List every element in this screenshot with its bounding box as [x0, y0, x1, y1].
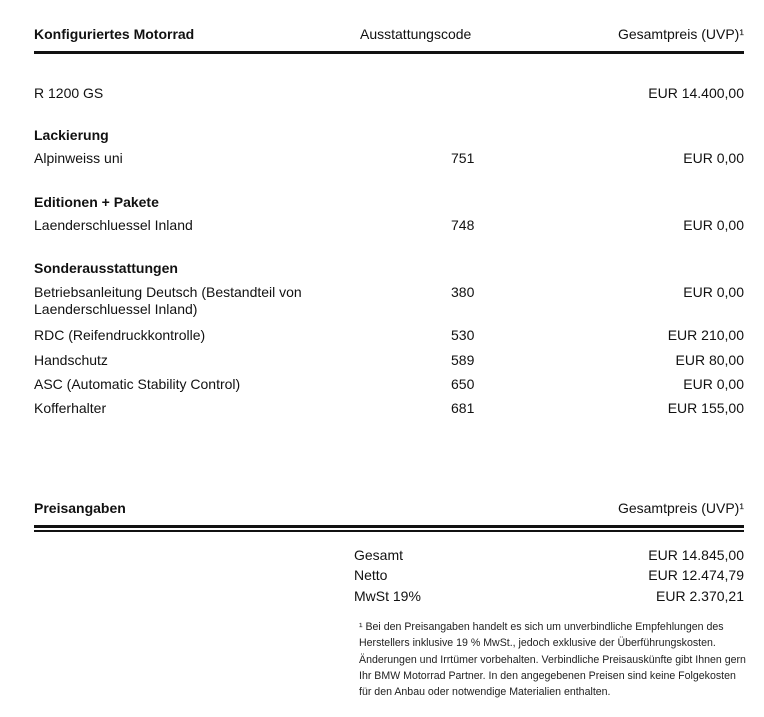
price-footnote: ¹ Bei den Preisangaben handelt es sich um unverbindliche Empfehlungen des Herstellers inklusive 19 % MwSt., jedoch exklusive der Überführungskosten. Änderungen und Irrtümer vorbehalten. Verbindliche Preisauskünfte gibt Ihnen gern Ihr BMW Motorrad Partner. In den angegebenen Preisen sind keine Folgekosten für den Anbau oder notwendige Materialien enthalten. — [359, 621, 746, 699]
header-equipment-code: Ausstattungscode — [360, 26, 472, 42]
item-name: Handschutz — [34, 352, 108, 368]
item-code: 589 — [451, 352, 475, 368]
summary-label-total: Gesamt — [354, 547, 404, 563]
item-price: EUR 0,00 — [683, 284, 744, 300]
summary-label-net: Netto — [354, 567, 388, 583]
item-name-line2: Laenderschluessel Inland) — [34, 301, 198, 317]
item-name: ASC (Automatic Stability Control) — [34, 376, 241, 392]
item-code: 380 — [451, 284, 475, 300]
item-price: EUR 0,00 — [683, 217, 744, 233]
section-title-paint: Lackierung — [34, 127, 109, 143]
section-title-editions: Editionen + Pakete — [34, 194, 159, 210]
model-price: EUR 14.400,00 — [648, 85, 744, 101]
price-divider-top — [34, 525, 744, 528]
item-code: 751 — [451, 150, 475, 166]
item-code: 681 — [451, 400, 475, 416]
item-name — [34, 284, 302, 318]
item-name: Laenderschluessel Inland — [34, 217, 193, 233]
model-name: R 1200 GS — [34, 85, 104, 101]
item-price: EUR 210,00 — [667, 327, 744, 343]
item-price: EUR 80,00 — [675, 352, 744, 368]
item-code: 530 — [451, 327, 475, 343]
header-price-details: Preisangaben — [34, 500, 126, 516]
item-price: EUR 0,00 — [683, 150, 744, 166]
item-name: Kofferhalter — [34, 400, 107, 416]
section-title-special-equipment: Sonderausstattungen — [34, 260, 178, 276]
summary-label-vat: MwSt 19% — [354, 588, 421, 604]
summary-value-total: EUR 14.845,00 — [648, 547, 744, 563]
item-name: RDC (Reifendruckkontrolle) — [34, 327, 206, 343]
item-code: 748 — [451, 217, 475, 233]
item-name-line1: Betriebsanleitung Deutsch (Bestandteil von — [34, 284, 302, 300]
summary-value-net: EUR 12.474,79 — [648, 567, 744, 583]
item-price: EUR 0,00 — [683, 376, 744, 392]
header-divider — [34, 51, 744, 54]
summary-value-vat: EUR 2.370,21 — [656, 588, 744, 604]
item-code: 650 — [451, 376, 475, 392]
header-configured-motorcycle: Konfiguriertes Motorrad — [34, 26, 195, 42]
header-total-price-2: Gesamtpreis (UVP)¹ — [617, 500, 744, 516]
price-divider-bottom — [34, 530, 744, 532]
item-name: Alpinweiss uni — [34, 150, 123, 166]
item-price: EUR 155,00 — [667, 400, 744, 416]
header-total-price: Gesamtpreis (UVP)¹ — [617, 26, 744, 42]
